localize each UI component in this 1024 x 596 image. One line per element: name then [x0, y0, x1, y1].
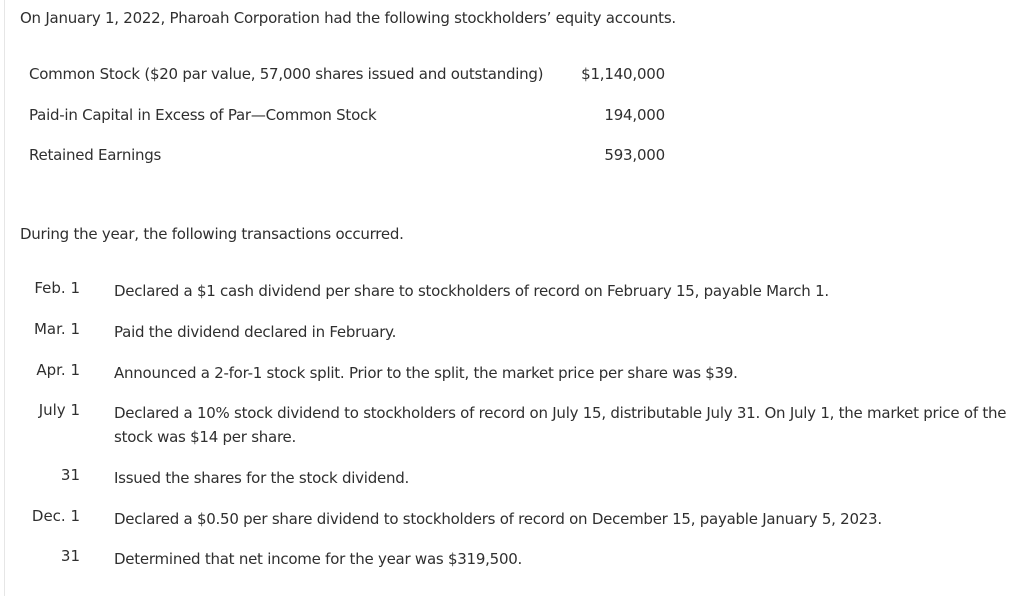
transaction-description: Issued the shares for the stock dividend.	[114, 469, 410, 487]
equity-label: Paid-in Capital in Excess of Par—Common Stock	[29, 106, 377, 124]
equity-amount: 593,000	[604, 146, 665, 164]
transactions-intro: During the year, the following transactions occurred.	[20, 225, 404, 243]
transaction-date: 31	[60, 547, 80, 565]
equity-amount: $1,140,000	[581, 65, 665, 83]
transaction-description: Declared a 10% stock dividend to stockholders of record on July 15, distributable July 31. On July 1, the market price of the stock was $14 per share.	[114, 404, 1007, 446]
equity-row-retained-earnings	[29, 146, 665, 168]
transaction-description: Announced a 2-for-1 stock split. Prior to the split, the market price per share was $39.	[114, 364, 738, 382]
equity-row-paid-in-capital	[29, 106, 665, 128]
transaction-date: 31	[60, 466, 80, 484]
equity-label: Common Stock ($20 par value, 57,000 shares issued and outstanding)	[29, 65, 544, 83]
transaction-description: Paid the dividend declared in February.	[114, 323, 397, 341]
equity-label: Retained Earnings	[29, 146, 162, 164]
transaction-date: Mar. 1	[33, 320, 80, 338]
transaction-description: Declared a $1 cash dividend per share to stockholders of record on February 15, payable March 1.	[114, 282, 829, 300]
transaction-date: July 1	[38, 401, 80, 419]
equity-amount: 194,000	[604, 106, 665, 124]
transaction-date: Feb. 1	[34, 279, 80, 297]
transaction-description: Declared a $0.50 per share dividend to stockholders of record on December 15, payable January 5, 2023.	[114, 510, 882, 528]
intro-text: On January 1, 2022, Pharoah Corporation had the following stockholders’ equity accounts.	[20, 9, 676, 27]
equity-row-common-stock	[29, 65, 665, 87]
transaction-date: Dec. 1	[31, 507, 80, 525]
transaction-date: Apr. 1	[36, 361, 80, 379]
transaction-description: Determined that net income for the year was $319,500.	[114, 550, 523, 568]
